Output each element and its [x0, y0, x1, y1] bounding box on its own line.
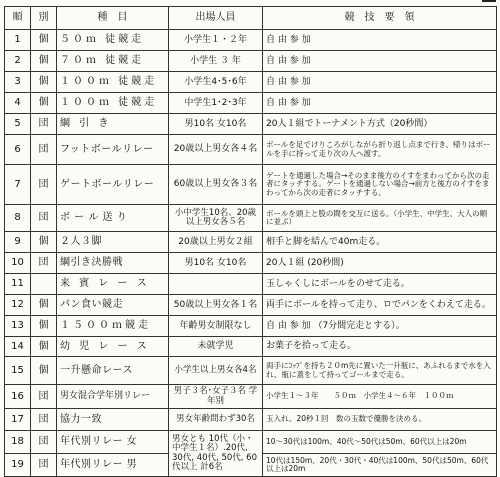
- row-number: 15: [5, 357, 31, 385]
- row-type: 団: [31, 454, 57, 477]
- table-row: [5, 409, 497, 431]
- table-row: [5, 232, 497, 253]
- row-type: 団: [31, 114, 57, 135]
- table-row: [5, 51, 497, 72]
- table-row: [5, 253, 497, 274]
- table-row: [5, 274, 497, 295]
- row-type: 団: [31, 135, 57, 165]
- row-participants: 男女とも 10代（小・中学生１名）.20代, 30代, 40代, 50代, 60代以上 計6名: [169, 431, 263, 477]
- row-rules: 20人１組 (20秒間): [263, 253, 497, 274]
- row-event: ゲートボールリレー: [57, 165, 169, 205]
- row-number: 7: [5, 165, 31, 205]
- row-number: 14: [5, 337, 31, 357]
- row-participants: 50歳以上男女各１名: [169, 295, 263, 316]
- table-row: [5, 165, 497, 205]
- row-type: 個: [31, 30, 57, 51]
- row-participants: 男10名 女10名: [169, 253, 263, 274]
- row-number: 19: [5, 454, 31, 477]
- row-type: 個: [31, 232, 57, 253]
- row-rules: 自 由 参 加: [263, 72, 497, 93]
- row-participants: 中学生1･2･3年: [169, 93, 263, 114]
- row-event: ボ ー ル 送 り: [57, 205, 169, 232]
- row-participants: 小中学生10名、20歳以上男女各５名: [169, 205, 263, 232]
- row-number: 2: [5, 51, 31, 72]
- row-rules: 10～30代は100m、40代～50代は50m、60代以上は20m: [263, 431, 497, 454]
- row-type: 団: [31, 431, 57, 454]
- row-rules: 両手にボールを持って走り、ロでパンをくわえて走る。: [263, 295, 497, 316]
- row-rules: お菓子を拾って走る。: [263, 337, 497, 357]
- row-number: 4: [5, 93, 31, 114]
- row-event: ５０ｍ 徒競走: [57, 30, 169, 51]
- row-event: １００ｍ 徒競走: [57, 93, 169, 114]
- row-rules: 自 由 参 加: [263, 51, 497, 72]
- row-rules: 玉しゃくしにボールをのせて走る。: [263, 274, 497, 295]
- row-rules: 20人１組でトーナメント方式（20秒間）: [263, 114, 497, 135]
- row-type: 団: [31, 205, 57, 232]
- row-participants: 男子３名･女子３名 学年別: [169, 385, 263, 409]
- row-number: 6: [5, 135, 31, 165]
- row-event: １００ｍ 徒競走: [57, 72, 169, 93]
- row-participants: 60歳以上男女各３名: [169, 165, 263, 205]
- row-rules: ゲートを通過した場合→そのまま後方のイすをまわってから次の走者にタッチする。ゲートを通過しない場合→前方と後方のイすをまわってから次の走者にタッチする。: [263, 165, 497, 205]
- row-participants: 小学生 ３ 年: [169, 51, 263, 72]
- table-row: [5, 385, 497, 409]
- row-participants: 未就学児: [169, 337, 263, 357]
- header-participants: 出場人員: [169, 7, 263, 30]
- row-number: 11: [5, 274, 31, 295]
- row-event: ７０ｍ 徒競走: [57, 51, 169, 72]
- row-type: 団: [31, 385, 57, 409]
- row-event: 協力一致: [57, 409, 169, 431]
- row-type: 個: [31, 51, 57, 72]
- table-row: [5, 72, 497, 93]
- row-number: 1: [5, 30, 31, 51]
- table-row: [5, 135, 497, 165]
- row-number: 18: [5, 431, 31, 454]
- table-row: [5, 357, 497, 385]
- table-row: [5, 295, 497, 316]
- header-type: 別: [31, 7, 57, 30]
- row-participants: 男女年齢問わず30名: [169, 409, 263, 431]
- header-event: 種 目: [57, 7, 169, 30]
- row-event: 来 賓 レ ー ス: [57, 274, 169, 295]
- row-event: 幼 児 レ ー ス: [57, 337, 169, 357]
- row-event: ２人３脚: [57, 232, 169, 253]
- table-row: [5, 431, 497, 454]
- row-number: 8: [5, 205, 31, 232]
- table-row: [5, 205, 497, 232]
- row-type: 個: [31, 357, 57, 385]
- row-participants: 小学生以上男女各4名: [169, 357, 263, 385]
- row-type: 団: [31, 409, 57, 431]
- corner-mark: [482, 0, 496, 5]
- row-rules: ボールを頭上と股の間を交互に送る。（小学生、中学生、大人の順に並ぶ）: [263, 205, 497, 232]
- row-event: 綱 引 き: [57, 114, 169, 135]
- row-type: 個: [31, 295, 57, 316]
- row-rules: 玉入れ。20秒１回 数の玉数で優勝を決める。: [263, 409, 497, 431]
- row-event: １５００ｍ競走: [57, 316, 169, 337]
- row-number: 10: [5, 253, 31, 274]
- row-type: 個: [31, 337, 57, 357]
- row-participants: 小学生4･5･6年: [169, 72, 263, 93]
- row-rules: 相手と脚を結んで40m走る。: [263, 232, 497, 253]
- row-type: 団: [31, 253, 57, 274]
- table-row: [5, 30, 497, 51]
- row-participants: 20歳以上男女各４名: [169, 135, 263, 165]
- header-rules: 競 技 要 領: [263, 7, 497, 30]
- header-row: [5, 7, 497, 30]
- events-table: [4, 6, 497, 477]
- row-type: 個: [31, 93, 57, 114]
- row-participants: 20歳以上男女２組: [169, 232, 263, 253]
- row-rules: ボールを足でけりころがしながら折り返し点まで行き、帰りはボールを手に持って走り次の人へ渡す。: [263, 135, 497, 165]
- row-rules: 自 由 参 加 （7分間完走とする）。: [263, 316, 497, 337]
- row-participants: 男10名 女10名: [169, 114, 263, 135]
- row-rules: 小学生１～３年 ５０ｍ 小学生４～６年 １００ｍ: [263, 385, 497, 409]
- row-rules: 自 由 参 加: [263, 30, 497, 51]
- row-event: 綱引き決勝戦: [57, 253, 169, 274]
- row-type: 団: [31, 165, 57, 205]
- header-order: 順: [5, 7, 31, 30]
- row-number: 17: [5, 409, 31, 431]
- row-event: フットボールリレー: [57, 135, 169, 165]
- row-rules: 自 由 参 加: [263, 93, 497, 114]
- table-row: [5, 93, 497, 114]
- row-participants: 年齢男女制限なし: [169, 316, 263, 337]
- row-number: 9: [5, 232, 31, 253]
- row-number: 13: [5, 316, 31, 337]
- row-participants: 小学生１・２年: [169, 30, 263, 51]
- row-event: 年代別リレー 男: [57, 454, 169, 477]
- row-number: 5: [5, 114, 31, 135]
- row-number: 16: [5, 385, 31, 409]
- row-number: 3: [5, 72, 31, 93]
- row-number: 12: [5, 295, 31, 316]
- row-event: 年代別リレー 女: [57, 431, 169, 454]
- table-row: [5, 337, 497, 357]
- row-type: 個: [31, 316, 57, 337]
- table-row: [5, 114, 497, 135]
- table-row: [5, 316, 497, 337]
- row-event: 男女混合学年別リレー: [57, 385, 169, 409]
- row-event: 一升懸命レース: [57, 357, 169, 385]
- row-rules: 10代は150m、20代・30代・40代は100m、50代は50m、60代以上は20m: [263, 454, 497, 477]
- row-event: パン食い競走: [57, 295, 169, 316]
- row-rules: 両手にｺｯﾌﾟを持ち２０m先に置いた一升瓶に、あふれるまで水を入れ、瓶に蓋をして持ってゴールまで走る。: [263, 357, 497, 385]
- row-participants: [169, 274, 263, 295]
- row-type: 個: [31, 72, 57, 93]
- row-type: [31, 274, 57, 295]
